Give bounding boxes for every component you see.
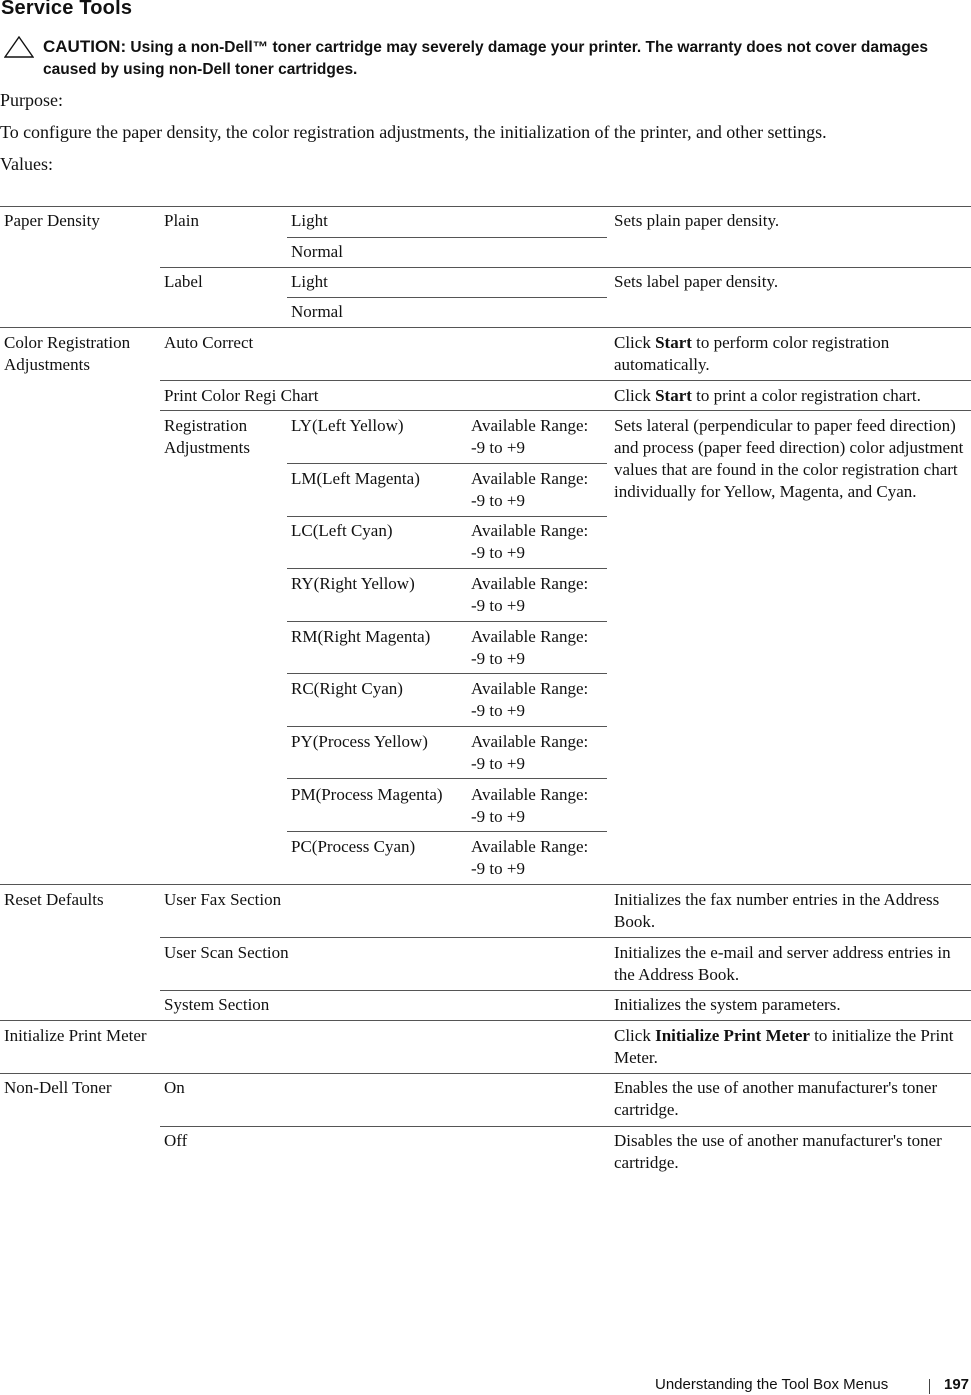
table-rule	[287, 237, 607, 238]
print-chart-label: Print Color Regi Chart	[164, 386, 319, 405]
reg-item-range: Available Range: -9 to +9	[471, 732, 589, 773]
system-desc: Initializes the system parameters.	[614, 995, 841, 1014]
table-rule	[287, 621, 607, 622]
reg-item-name: LM(Left Magenta)	[291, 469, 420, 488]
reg-item-name: RC(Right Cyan)	[291, 679, 403, 698]
non-dell-label: Non-Dell Toner	[4, 1078, 112, 1097]
non-dell-on: On	[164, 1078, 185, 1097]
table-rule	[0, 327, 971, 328]
start-keyword: Start	[655, 386, 692, 405]
reg-adj-label-line2: Adjustments	[164, 438, 250, 457]
reg-item-name: LC(Left Cyan)	[291, 521, 393, 540]
table-rule	[0, 1020, 971, 1021]
user-scan-desc: Initializes the e-mail and server address entries in the Address Book.	[614, 943, 951, 984]
plain-label: Plain	[164, 211, 199, 230]
reg-item-range: Available Range: -9 to +9	[471, 627, 589, 668]
table-rule	[0, 1073, 971, 1074]
init-meter-label: Initialize Print Meter	[4, 1026, 147, 1045]
user-fax-desc: Initializes the fax number entries in the Address Book.	[614, 890, 940, 931]
reg-item-name: PC(Process Cyan)	[291, 837, 416, 856]
table-rule	[0, 884, 971, 885]
table-rule	[287, 568, 607, 569]
init-desc-pre: Click	[614, 1026, 656, 1045]
reg-item-range: Available Range: -9 to +9	[471, 837, 589, 878]
plain-normal: Normal	[291, 242, 343, 261]
reg-item-range: Available Range: -9 to +9	[471, 469, 589, 510]
table-rule	[287, 297, 607, 298]
reg-item-name: PM(Process Magenta)	[291, 785, 443, 804]
label-normal: Normal	[291, 302, 343, 321]
reset-defaults-label: Reset Defaults	[4, 890, 104, 909]
init-meter-keyword: Initialize Print Meter	[655, 1026, 810, 1045]
label-type: Label	[164, 272, 203, 291]
reg-item-name: LY(Left Yellow)	[291, 416, 404, 435]
table-rule	[160, 1126, 971, 1127]
auto-desc-post: to perform color registration automatically.	[614, 333, 890, 374]
print-chart-desc	[614, 385, 921, 407]
color-reg-label-line1: Color Registration	[4, 333, 131, 352]
system-section: System Section	[164, 995, 270, 1014]
auto-desc-pre: Click	[614, 333, 656, 352]
table-rule	[160, 380, 971, 381]
auto-correct-desc	[614, 332, 954, 376]
table-rule	[160, 410, 971, 411]
caution-label: CAUTION:	[43, 37, 127, 56]
init-desc-post: to initialize the Print Meter.	[614, 1026, 954, 1067]
table-rule	[287, 673, 607, 674]
purpose-label: Purpose:	[0, 90, 63, 110]
non-dell-off-desc: Disables the use of another manufacturer's toner cartridge.	[614, 1131, 942, 1172]
reg-item-range: Available Range: -9 to +9	[471, 785, 589, 826]
print-desc-pre: Click	[614, 386, 656, 405]
auto-correct-label: Auto Correct	[164, 333, 254, 352]
table-rule	[287, 831, 607, 832]
reg-adj-label-line1: Registration	[164, 416, 248, 435]
table-rule	[287, 463, 607, 464]
plain-light: Light	[291, 211, 328, 230]
reg-item-range: Available Range: -9 to +9	[471, 521, 589, 562]
init-meter-desc	[614, 1025, 954, 1069]
reg-item-name: RM(Right Magenta)	[291, 627, 431, 646]
reg-item-range: Available Range: -9 to +9	[471, 416, 589, 457]
paper-density-label: Paper Density	[4, 211, 100, 230]
user-fax-section: User Fax Section	[164, 890, 282, 909]
reg-item-name: PY(Process Yellow)	[291, 732, 428, 751]
color-reg-label-line2: Adjustments	[4, 355, 90, 374]
page-number: 197	[944, 1376, 970, 1393]
color-reg-label	[4, 332, 130, 376]
non-dell-off: Off	[164, 1131, 188, 1150]
non-dell-on-desc: Enables the use of another manufacturer's toner cartridge.	[614, 1078, 938, 1119]
plain-desc: Sets plain paper density.	[614, 211, 780, 230]
purpose-text: To configure the paper density, the color registration adjustments, the initialization of the printer, and other settings.	[0, 122, 827, 142]
table-rule	[287, 726, 607, 727]
reg-adj-desc: Sets lateral (perpendicular to paper feed direction) and process (paper feed direction) color adjustment values that are found in the color registration chart individually for Yellow, Magenta, and Cyan.	[614, 416, 964, 501]
table-rule	[0, 206, 971, 207]
table-rule	[160, 267, 971, 268]
footer-separator	[929, 1379, 930, 1394]
table-rule	[160, 990, 971, 991]
footer-chapter: Understanding the Tool Box Menus	[655, 1376, 889, 1393]
reg-item-name: RY(Right Yellow)	[291, 574, 415, 593]
section-title: Service Tools	[1, 0, 133, 19]
warning-triangle-icon	[4, 36, 34, 58]
table-rule	[160, 937, 971, 938]
reg-item-range: Available Range: -9 to +9	[471, 679, 589, 720]
reg-item-range: Available Range: -9 to +9	[471, 574, 589, 615]
start-keyword: Start	[655, 333, 692, 352]
label-desc: Sets label paper density.	[614, 272, 779, 291]
user-scan-section: User Scan Section	[164, 943, 289, 962]
reg-adj-label	[164, 415, 250, 459]
table-rule	[287, 778, 607, 779]
print-desc-post: to print a color registration chart.	[691, 386, 921, 405]
table-rule	[287, 516, 607, 517]
values-label: Values:	[0, 154, 53, 174]
caution-text: Using a non-Dell™ toner cartridge may severely damage your printer. The warranty does not cover damages caused by using non-Dell toner cartridges.	[43, 39, 929, 78]
label-light: Light	[291, 272, 328, 291]
